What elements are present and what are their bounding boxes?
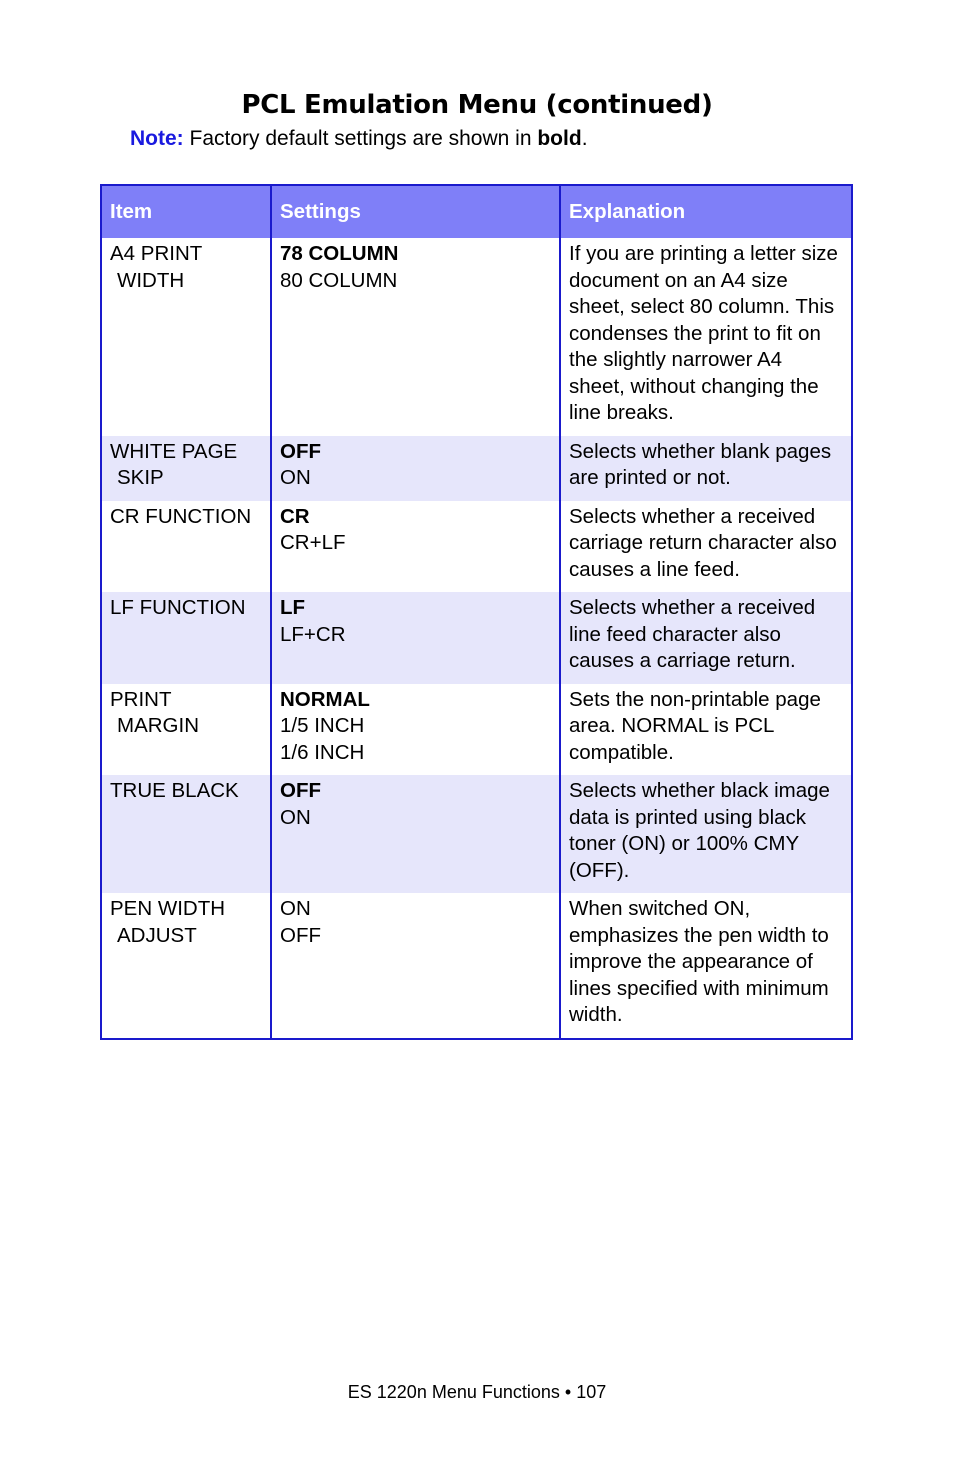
note-bold-word: bold	[537, 127, 582, 150]
settings-cell	[271, 775, 560, 893]
explanation-cell: Selects whether a received carriage return character also causes a line feed.	[560, 501, 852, 593]
setting-option: 80 COLUMN	[280, 268, 398, 292]
setting-default: 78 COLUMN	[280, 242, 399, 265]
item-cell	[101, 775, 271, 893]
item-line: SKIP	[117, 466, 164, 489]
setting-option: 1/5 INCH	[280, 714, 365, 737]
page-title: PCL Emulation Menu (continued)	[241, 90, 713, 120]
explanation-cell: Sets the non-printable page area. NORMAL is PCL compatible.	[560, 684, 852, 776]
table-row	[101, 775, 852, 893]
table-row	[101, 893, 852, 1039]
table-row	[101, 238, 852, 436]
setting-default: CR	[280, 504, 310, 528]
setting-option: CR+LF	[280, 531, 346, 554]
item-line: A4 PRINT	[110, 242, 203, 265]
item-line: PRINT	[110, 687, 172, 711]
item-cell	[101, 501, 271, 593]
page-footer: ES 1220n Menu Functions • 107	[347, 1382, 607, 1402]
setting-option: LF+CR	[280, 622, 346, 646]
table-body	[101, 238, 852, 1039]
settings-cell	[271, 592, 560, 684]
header-item: Item	[101, 185, 271, 238]
note-line	[130, 127, 588, 151]
table-row	[101, 592, 852, 684]
item-cell	[101, 436, 271, 501]
note-label: Note:	[130, 127, 184, 150]
setting-option: ON	[280, 897, 311, 920]
item-cell	[101, 893, 271, 1039]
item-line: MARGIN	[117, 714, 199, 737]
explanation-cell: If you are printing a letter size document on an A4 size sheet, select 80 column. This condenses the print to fit on the slightly narrower A4 sheet, without changing the line breaks.	[560, 238, 852, 436]
note-text-before: Factory default settings are shown in	[183, 127, 538, 150]
setting-option: OFF	[280, 923, 321, 947]
table-row	[101, 684, 852, 776]
setting-default: OFF	[280, 439, 321, 463]
item-line: ADJUST	[117, 923, 197, 947]
item-line: PEN WIDTH	[110, 897, 226, 920]
item-cell	[101, 684, 271, 776]
header-settings: Settings	[271, 185, 560, 238]
note-text-after: .	[581, 127, 588, 150]
setting-default: OFF	[280, 779, 321, 802]
settings-cell	[271, 684, 560, 776]
table-header-row	[101, 185, 852, 238]
table-row	[101, 436, 852, 501]
settings-cell	[271, 238, 560, 436]
settings-cell	[271, 436, 560, 501]
setting-option: ON	[280, 466, 311, 489]
settings-cell	[271, 501, 560, 593]
item-line: TRUE BLACK	[110, 779, 239, 802]
explanation-cell: Selects whether black image data is printed using black toner (ON) or 100% CMY (OFF).	[560, 775, 852, 893]
explanation-cell: Selects whether a received line feed character also causes a carriage return.	[560, 592, 852, 684]
item-cell	[101, 592, 271, 684]
pcl-emulation-table	[100, 184, 853, 1040]
header-explanation: Explanation	[560, 185, 852, 238]
item-cell	[101, 238, 271, 436]
setting-option: 1/6 INCH	[280, 740, 365, 764]
item-line: WHITE PAGE	[110, 439, 238, 463]
settings-cell	[271, 893, 560, 1039]
explanation-cell: When switched ON, emphasizes the pen width to improve the appearance of lines specified with minimum width.	[560, 893, 852, 1039]
explanation-cell: Selects whether blank pages are printed or not.	[560, 436, 852, 501]
setting-default: NORMAL	[280, 687, 370, 711]
item-line: WIDTH	[117, 268, 185, 292]
setting-option: ON	[280, 805, 311, 829]
item-line: CR FUNCTION	[110, 504, 252, 528]
item-line: LF FUNCTION	[110, 596, 246, 619]
setting-default: LF	[280, 596, 306, 619]
table-row	[101, 501, 852, 593]
